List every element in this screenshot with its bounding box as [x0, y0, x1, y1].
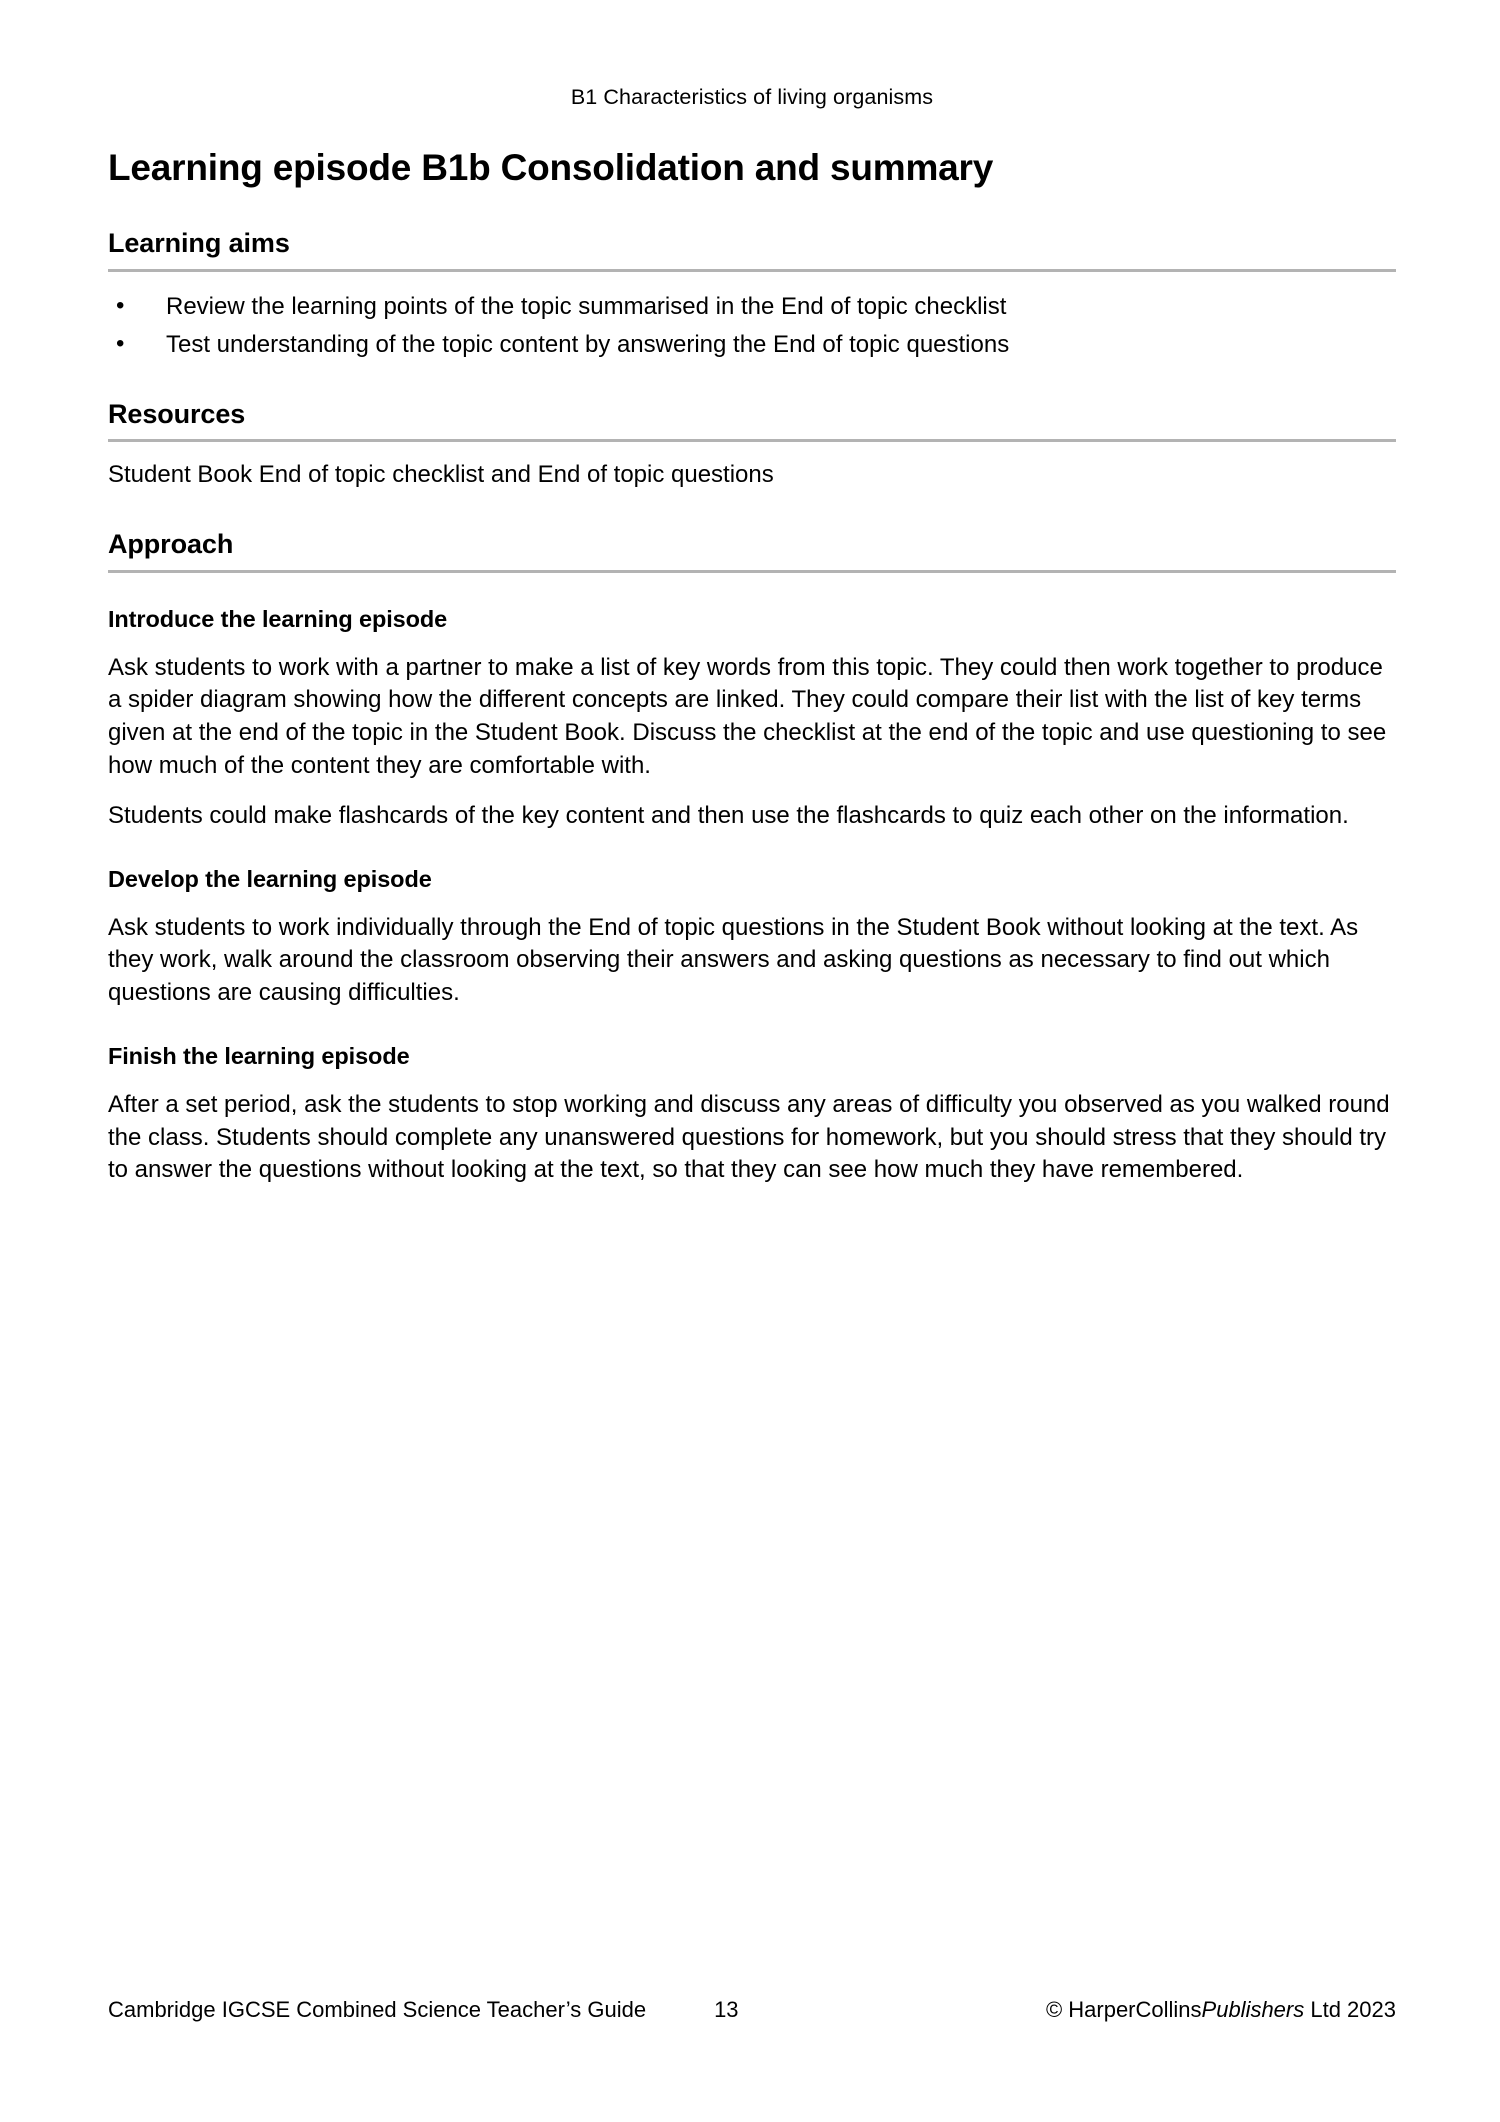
section-rule-learning-aims [108, 269, 1396, 272]
section-rule-approach [108, 570, 1396, 573]
footer-source-title: Cambridge IGCSE Combined Science Teacher’s Guide [108, 1997, 647, 2022]
paragraph: Ask students to work with a partner to make a list of key words from this topic. They could then work together to produce a spider diagram showing how the different concepts are linked. They could compare their list with the list of key terms given at the end of the topic in the Student Book. Discuss the checklist at the end of the topic and use questioning to see how much of the content they are comfortable with. [108, 653, 1387, 780]
paragraph: Students could make flashcards of the key content and then use the flashcards to quiz each other on the information. [108, 802, 1349, 830]
section-rule-resources [108, 439, 1396, 442]
section-heading-resources: Resources [108, 398, 246, 429]
copyright-publishers: Publishers [1201, 1997, 1305, 2022]
page-number: 13 [714, 1997, 739, 2022]
section-heading-learning-aims: Learning aims [108, 228, 290, 259]
bullet-icon: • [116, 329, 125, 357]
copyright-prefix: © HarperCollins [1045, 1997, 1202, 2022]
footer-copyright [1046, 1996, 1396, 2025]
list-item [108, 291, 1396, 324]
section-heading-approach: Approach [108, 529, 234, 560]
copyright-suffix: Ltd 2023 [1304, 1997, 1396, 2022]
paragraph: Ask students to work individually through the End of topic questions in the Student Book without looking at the text. As they work, walk around the classroom observing their answers and asking questions as necessary to find out which questions are causing difficulties. [108, 913, 1359, 1007]
subsection-heading-develop: Develop the learning episode [108, 865, 432, 892]
list-item [108, 329, 1396, 362]
list-item-label: Review the learning points of the topic summarised in the End of topic checklist [166, 292, 1007, 320]
running-head: B1 Characteristics of living organisms [570, 85, 934, 109]
page-content [108, 0, 1396, 1187]
subsection-heading-introduce: Introduce the learning episode [108, 606, 448, 633]
learning-aims-list [108, 291, 1396, 362]
paragraph: After a set period, ask the students to stop working and discuss any areas of difficulty you observed as you walked round the class. Students should complete any unanswered questions for homework, but you should stress that they should try to answer the questions without looking at the text, so that they can see how much they have remembered. [108, 1090, 1390, 1184]
page-title: Learning episode B1b Consolidation and summary [108, 146, 994, 188]
resources-text: Student Book End of topic checklist and End of topic questions [108, 461, 774, 489]
page-footer [108, 1996, 1396, 2025]
list-item-label: Test understanding of the topic content by answering the End of topic questions [166, 330, 1010, 358]
subsection-heading-finish: Finish the learning episode [108, 1043, 410, 1070]
bullet-icon: • [116, 291, 125, 319]
